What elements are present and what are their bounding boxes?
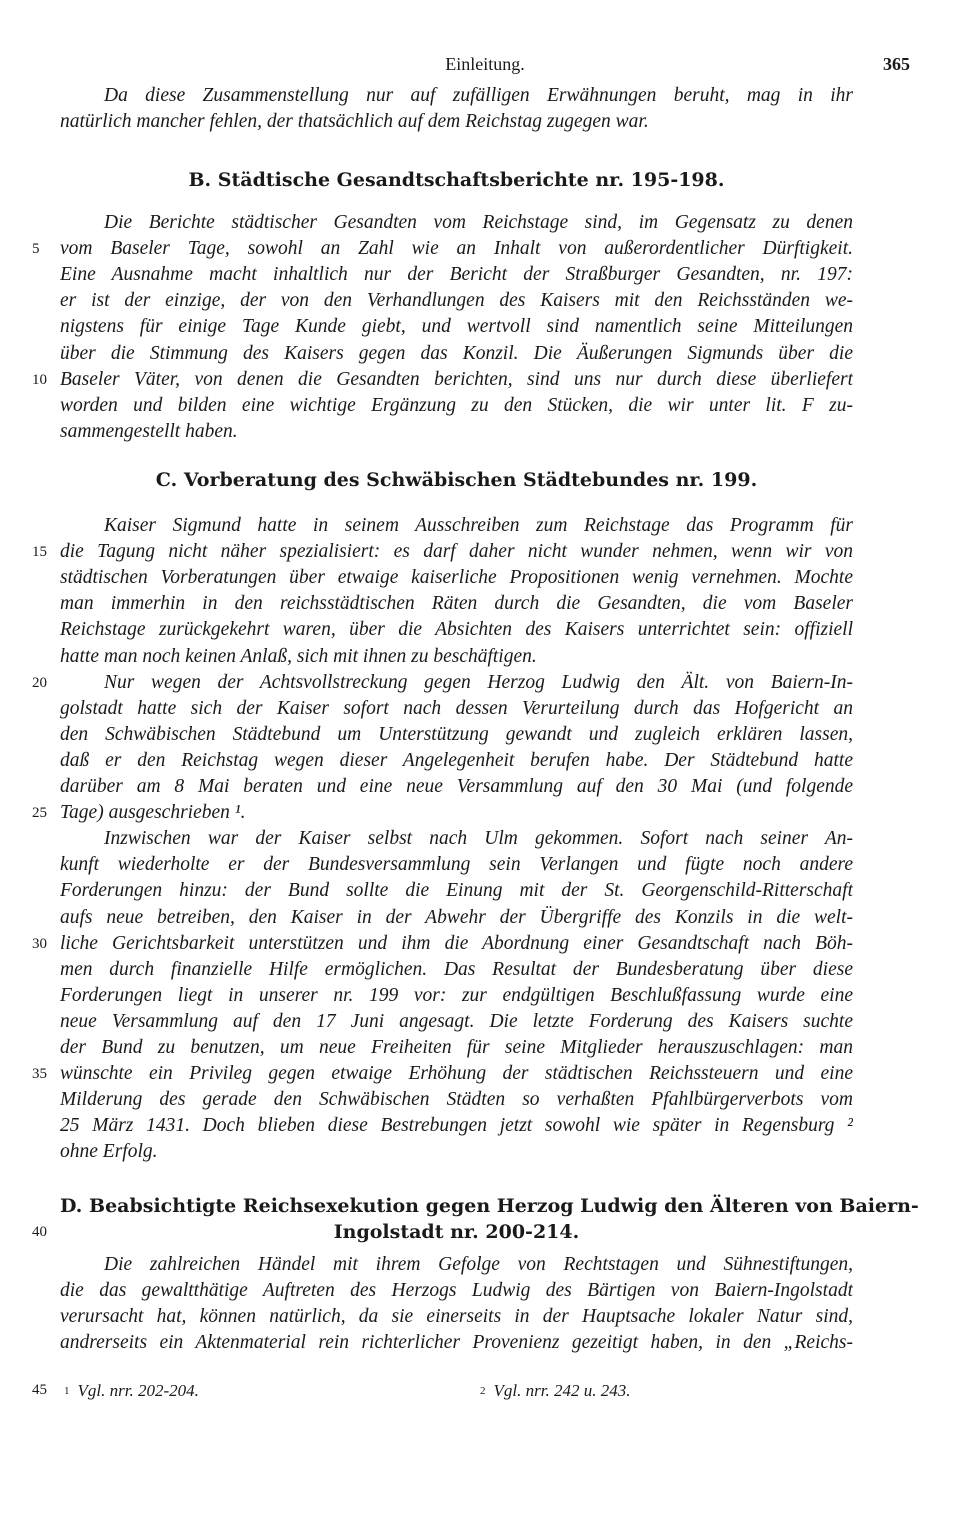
footnote bbox=[64, 1380, 199, 1402]
intro-line: natürlich mancher fehlen, der thatsächlich auf dem Reichstag zugegen war. bbox=[60, 111, 649, 132]
paragraph-line: vom Baseler Tage, sowohl an Zahl wie an Inhalt von außerordentlicher Dürftigkeit. bbox=[60, 238, 853, 260]
line-number: 30 bbox=[32, 935, 47, 952]
paragraph-line: 25 März 1431. Doch blieben diese Bestrebungen jetzt sowohl wie später in Regensburg ² bbox=[60, 1115, 853, 1137]
paragraph-line: neue Versammlung auf den 17 Juni angesagt. Die letzte Forderung des Kaisers suchte bbox=[60, 1010, 853, 1032]
paragraph-line: den Schwäbischen Städtebund um Unterstützung gewandt und zugleich erklären lassen, bbox=[60, 723, 853, 745]
footnote-mark: 2 bbox=[480, 1385, 486, 1397]
paragraph-line: Milderung des gerade den Schwäbischen Städten so verhaßten Pfahlbürgerverbots vom bbox=[60, 1089, 853, 1111]
paragraph-line: aufs neue betreiben, den Kaiser in der Abwehr der Übergriffe des Konzils in die welt- bbox=[60, 906, 853, 928]
paragraph-line: worden und bilden eine wichtige Ergänzung zu den Stücken, die wir unter lit. F zu- bbox=[60, 394, 853, 416]
paragraph-line: golstadt hatte sich der Kaiser sofort nach dessen Verurteilung durch das Hofgericht an bbox=[60, 697, 853, 719]
section-heading-d: D. Beabsichtigte Reichsexekution gegen Herzog Ludwig den Älteren von Baiern- bbox=[60, 1195, 919, 1217]
paragraph-line: verursacht hat, können natürlich, da sie einerseits in der Hauptsache lokaler Natur sind, bbox=[60, 1306, 853, 1328]
paragraph-line: er ist der einzige, der von den Verhandlungen des Kaisers mit den Reichsständen we- bbox=[60, 290, 853, 312]
header-title: Einleitung. bbox=[445, 54, 525, 74]
paragraph-line: wünschte ein Privileg gegen etwaige Erhöhung der städtischen Reichssteuern und eine bbox=[60, 1063, 853, 1085]
line-number: 15 bbox=[32, 544, 47, 561]
paragraph-line: andrerseits ein Aktenmaterial rein richterlicher Provenienz gezeitigt haben, in den „Reichs- bbox=[60, 1332, 853, 1354]
paragraph-line: Reichstage zurückgekehrt waren, über die Absichten des Kaisers unterrichtet sein: offiziell bbox=[60, 619, 853, 641]
paragraph-line: men durch finanzielle Hilfe ermöglichen. Das Resultat der Bundesberatung über diese bbox=[60, 958, 853, 980]
paragraph-line: nigstens für einige Tage Kunde giebt, und wertvoll sind namentlich seine Mitteilungen bbox=[60, 316, 853, 338]
paragraph-line: der Bund zu benutzen, um neue Freiheiten für seine Mitglieder herauszuschlagen: man bbox=[60, 1037, 853, 1058]
paragraph-line: die das gewaltthätige Auftreten des Herzogs Ludwig des Bärtigen von Baiern-Ingolstadt bbox=[60, 1280, 853, 1302]
paragraph-line: hatte man noch keinen Anlaß, sich mit ihnen zu beschäftigen. bbox=[60, 645, 537, 667]
paragraph-line: Die Berichte städtischer Gesandten vom Reichstage sind, im Gegensatz zu denen bbox=[104, 212, 853, 233]
line-number: 25 bbox=[32, 805, 47, 822]
page-number: 365 bbox=[883, 54, 910, 74]
paragraph-line: kunft wiederholte er der Bundesversammlung sein Verlangen und fügte noch andere bbox=[60, 854, 853, 876]
footnote bbox=[480, 1380, 630, 1402]
line-number: 20 bbox=[32, 674, 47, 691]
line-number: 40 bbox=[32, 1224, 47, 1240]
paragraph-line: man immerhin in den reichsstädtischen Räten durch die Gesandten, die vom Baseler bbox=[60, 593, 853, 615]
paragraph-line: darüber am 8 Mai beraten und eine neue Versammlung auf den 30 Mai (und folgende bbox=[60, 776, 853, 797]
footnote-text: Vgl. nrr. 202-204. bbox=[77, 1381, 199, 1400]
intro-line: Da diese Zusammenstellung nur auf zufälligen Erwähnungen beruht, mag in ihr bbox=[104, 85, 853, 106]
paragraph-line: Tage) ausgeschrieben ¹. bbox=[60, 802, 246, 824]
line-number: 45 bbox=[32, 1382, 47, 1398]
paragraph-line: Eine Ausnahme macht inhaltlich nur der Bericht der Straßburger Gesandten, nr. 197: bbox=[60, 264, 853, 286]
footnote-text: Vgl. nrr. 242 u. 243. bbox=[493, 1381, 631, 1400]
paragraph-line: Forderungen hinzu: der Bund sollte die Einung mit der St. Georgenschild-Ritterschaft bbox=[60, 880, 853, 902]
paragraph-line: Baseler Väter, von denen die Gesandten berichten, sind uns nur durch diese überliefert bbox=[60, 368, 853, 390]
paragraph-line: Kaiser Sigmund hatte in seinem Ausschreiben zum Reichstage das Programm für bbox=[104, 515, 853, 536]
paragraph-line: Die zahlreichen Händel mit ihrem Gefolge von Rechtstagen und Sühnestiftungen, bbox=[104, 1254, 853, 1275]
running-header bbox=[60, 54, 910, 84]
paragraph-line: städtischen Vorberatungen über etwaige kaiserliche Propositionen wenig vernehmen. Mochte bbox=[60, 567, 853, 589]
paragraph-line: ohne Erfolg. bbox=[60, 1141, 158, 1163]
line-number: 35 bbox=[32, 1066, 47, 1083]
paragraph-line: liche Gerichtsbarkeit unterstützen und ihm die Abordnung einer Gesandtschaft nach Böh- bbox=[60, 932, 853, 954]
paragraph-line: Inzwischen war der Kaiser selbst nach Ulm gekommen. Sofort nach seiner An- bbox=[104, 828, 853, 850]
paragraph-line: daß er den Reichstag wegen dieser Angelegenheit berufen habe. Der Städtebund hatte bbox=[60, 749, 853, 771]
section-heading-d-continued: Ingolstadt nr. 200-214. bbox=[333, 1221, 580, 1243]
section-heading-c: C. Vorberatung des Schwäbischen Städtebundes nr. 199. bbox=[155, 469, 758, 491]
paragraph-line: sammengestellt haben. bbox=[60, 420, 238, 442]
paragraph-line: über die Stimmung des Kaisers gegen das Konzil. Die Äußerungen Sigmunds über die bbox=[60, 342, 853, 364]
line-number: 10 bbox=[32, 371, 47, 388]
line-number: 5 bbox=[32, 241, 40, 258]
paragraph-line: Forderungen liegt in unserer nr. 199 vor: zur endgültigen Beschlußfassung wurde eine bbox=[60, 984, 853, 1006]
footnote-mark: 1 bbox=[64, 1385, 70, 1397]
paragraph-line: die Tagung nicht näher spezialisiert: es darf daher nicht wunder nehmen, wenn wir von bbox=[60, 541, 853, 563]
section-heading-b: B. Städtische Gesandtschaftsberichte nr. 195-198. bbox=[188, 169, 725, 191]
paragraph-line: Nur wegen der Achtsvollstreckung gegen Herzog Ludwig den Ält. von Baiern-In- bbox=[104, 671, 853, 693]
